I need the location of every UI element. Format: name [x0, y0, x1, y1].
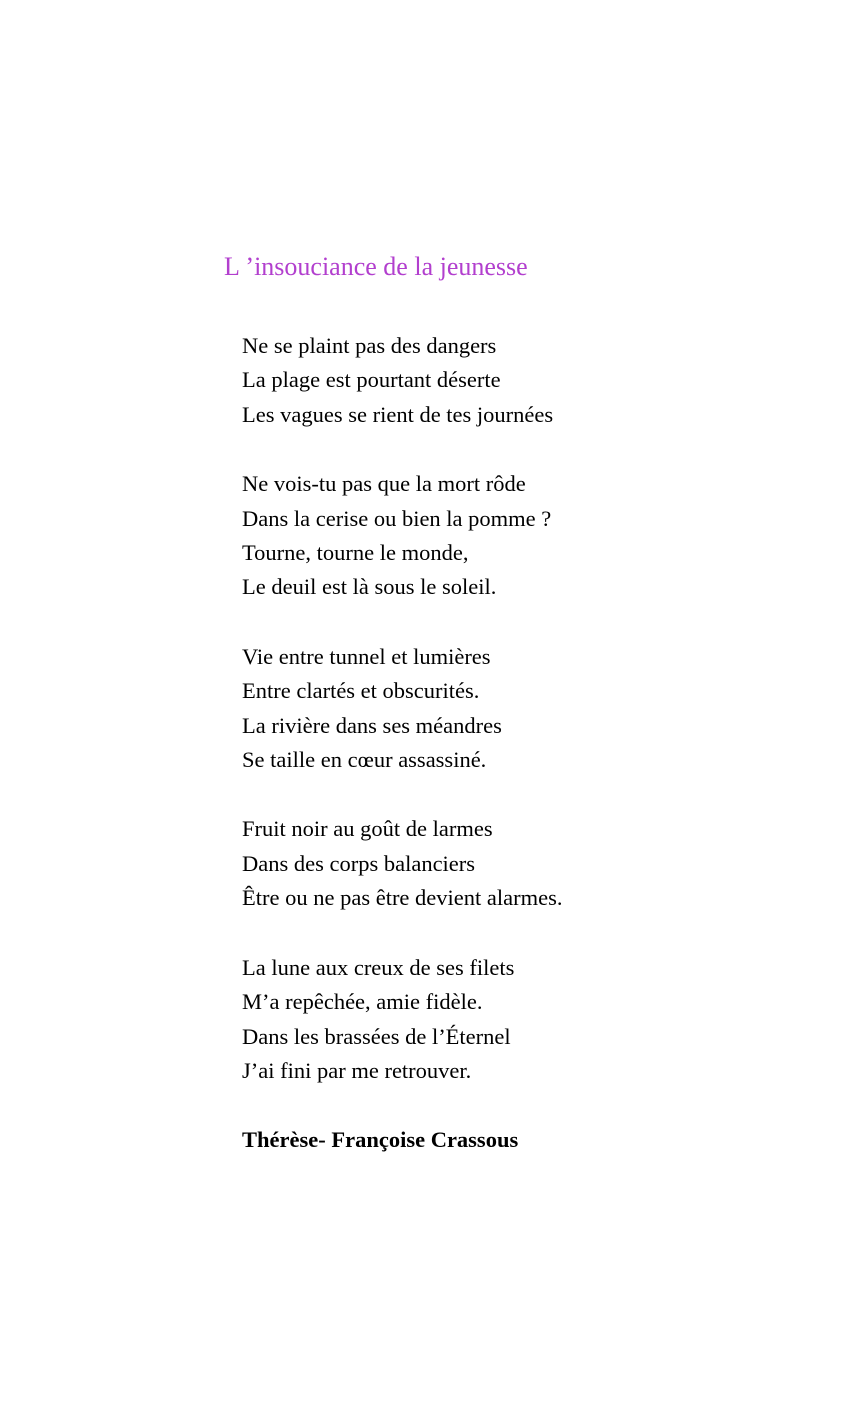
- verse-line: Dans des corps balanciers: [242, 850, 476, 876]
- verse-line: La lune aux creux de ses filets: [242, 954, 515, 980]
- verse-line: Le deuil est là sous le soleil.: [242, 574, 497, 600]
- verse-line: Se taille en cœur assassiné.: [242, 747, 487, 773]
- verse-line: Ne vois-tu pas que la mort rôde: [242, 471, 526, 497]
- stanza: [242, 812, 762, 915]
- stanza: [242, 640, 762, 778]
- verse-line: Les vagues se rient de tes journées: [242, 401, 554, 427]
- verse-line: Dans la cerise ou bien la pomme ?: [242, 505, 552, 531]
- verse-line: Être ou ne pas être devient alarmes.: [242, 885, 563, 911]
- poem-author: Thérèse- Françoise Crassous: [242, 1127, 519, 1152]
- poem-body: [242, 329, 762, 1123]
- stanza: [242, 329, 762, 432]
- verse-line: Dans les brassées de l’Éternel: [242, 1023, 511, 1049]
- verse-line: J’ai fini par me retrouver.: [242, 1057, 472, 1083]
- verse-line: Entre clartés et obscurités.: [242, 678, 480, 704]
- stanza: [242, 467, 762, 605]
- verse-line: Fruit noir au goût de larmes: [242, 816, 493, 842]
- verse-line: La rivière dans ses méandres: [242, 712, 502, 738]
- verse-line: La plage est pourtant déserte: [242, 367, 501, 393]
- verse-line: M’a repêchée, amie fidèle.: [242, 989, 483, 1015]
- poem-title: L ’insouciance de la jeunesse: [224, 252, 528, 281]
- verse-line: Ne se plaint pas des dangers: [242, 333, 497, 358]
- verse-line: Tourne, tourne le monde,: [242, 540, 469, 566]
- verse-line: Vie entre tunnel et lumières: [242, 643, 491, 669]
- stanza: [242, 951, 762, 1089]
